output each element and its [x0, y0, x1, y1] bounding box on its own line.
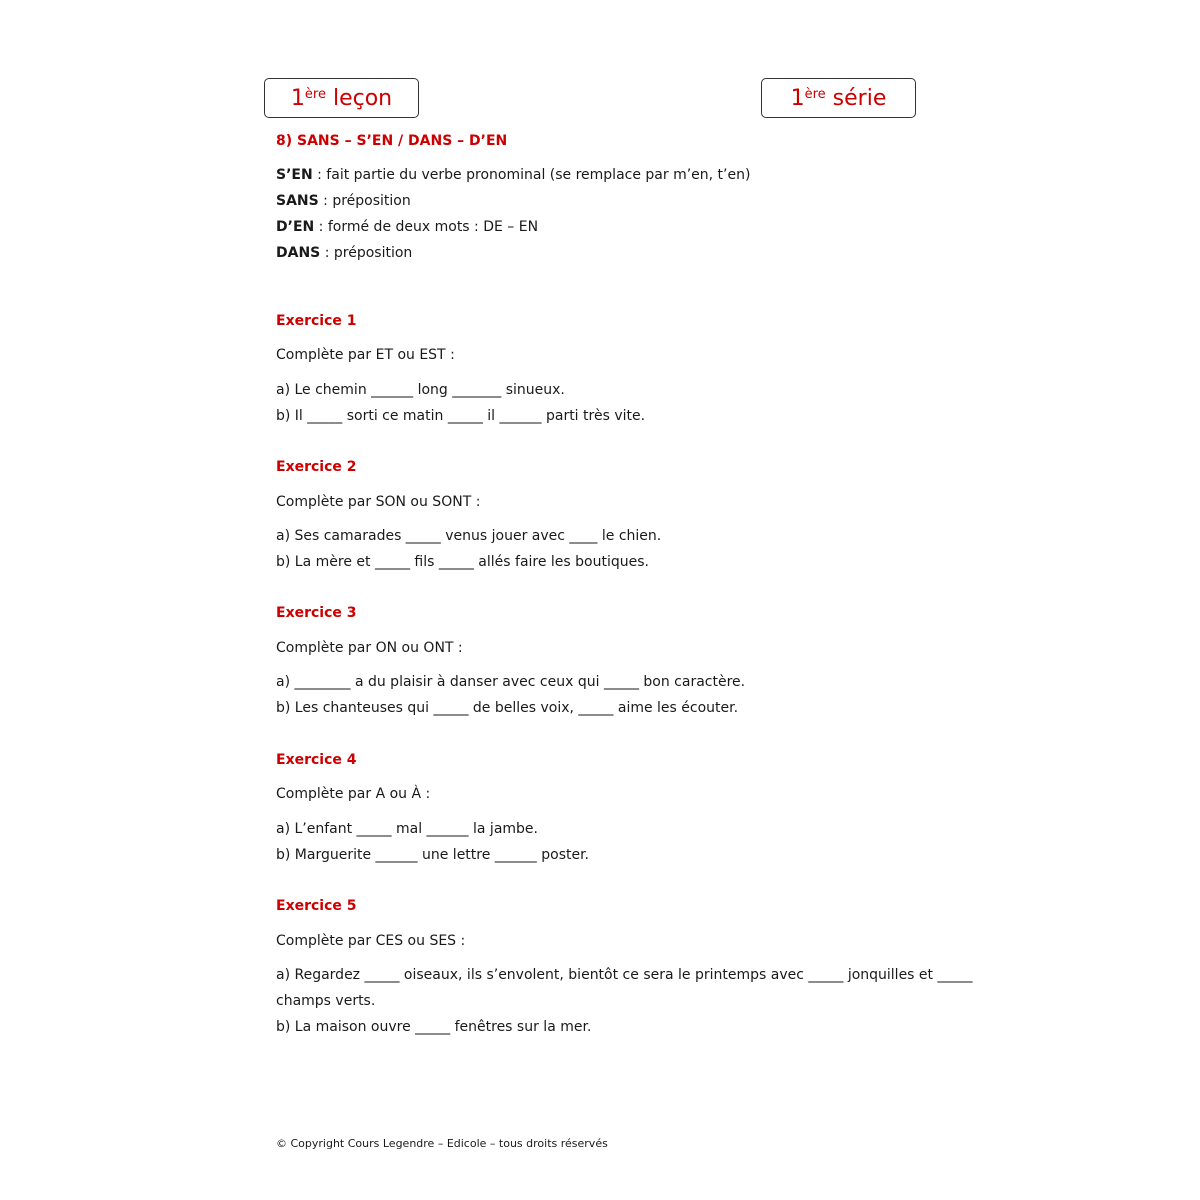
- exercise-title: Exercice 4: [276, 752, 357, 768]
- exercise-item: a) L’enfant _____ mal ______ la jambe.: [276, 821, 538, 837]
- definition-sans: [276, 192, 411, 210]
- lesson-ordinal-suffix: ère: [304, 86, 326, 102]
- definition-sen: [276, 166, 750, 184]
- exercise-item: a) Ses camarades _____ venus jouer avec ____ le chien.: [276, 528, 662, 544]
- definition-text: : préposition: [320, 245, 413, 261]
- exercise-item: a) Le chemin ______ long _______ sinueux.: [276, 382, 565, 398]
- exercise-instruction: Complète par ON ou ONT :: [276, 640, 463, 656]
- lesson-number: 1: [290, 85, 305, 111]
- exercise-title: Exercice 5: [276, 898, 357, 914]
- section-title: 8) SANS – S’EN / DANS – D’EN: [276, 133, 508, 149]
- exercise-item-continuation: champs verts.: [276, 993, 376, 1009]
- exercise-item: b) Il _____ sorti ce matin _____ il ______ parti très vite.: [276, 408, 646, 424]
- definition-term: S’EN: [276, 167, 313, 183]
- lesson-label-box: [264, 78, 419, 118]
- definition-den: [276, 218, 538, 236]
- definition-text: : fait partie du verbe pronominal (se remplace par m’en, t’en): [312, 167, 751, 183]
- lesson-word: leçon: [332, 85, 393, 111]
- definition-text: : formé de deux mots : DE – EN: [314, 219, 539, 235]
- exercise-title: Exercice 2: [276, 459, 357, 475]
- exercise-instruction: Complète par ET ou EST :: [276, 347, 455, 363]
- exercise-item: b) Les chanteuses qui _____ de belles voix, _____ aime les écouter.: [276, 700, 739, 716]
- definition-term: D’EN: [276, 219, 315, 235]
- definition-term: SANS: [276, 193, 319, 209]
- exercise-instruction: Complète par CES ou SES :: [276, 933, 466, 949]
- exercise-title: Exercice 1: [276, 313, 357, 329]
- exercise-item: b) La mère et _____ fils _____ allés faire les boutiques.: [276, 554, 649, 570]
- exercise-item: a) ________ a du plaisir à danser avec ceux qui _____ bon caractère.: [276, 674, 746, 690]
- exercise-title: Exercice 3: [276, 605, 357, 621]
- definition-dans: [276, 244, 412, 262]
- series-label-box: [761, 78, 916, 118]
- definition-text: : préposition: [318, 193, 411, 209]
- exercise-item: a) Regardez _____ oiseaux, ils s’envolent, bientôt ce sera le printemps avec _____ jonquilles et _____: [276, 967, 973, 983]
- copyright-footer: © Copyright Cours Legendre – Edicole – tous droits réservés: [276, 1137, 608, 1150]
- series-word: série: [832, 85, 887, 111]
- exercise-item: b) Marguerite ______ une lettre ______ poster.: [276, 847, 590, 863]
- exercise-instruction: Complète par SON ou SONT :: [276, 494, 481, 510]
- series-ordinal-suffix: ère: [804, 86, 826, 102]
- series-number: 1: [790, 85, 805, 111]
- exercise-instruction: Complète par A ou À :: [276, 786, 431, 802]
- definition-term: DANS: [276, 245, 321, 261]
- exercise-item: b) La maison ouvre _____ fenêtres sur la mer.: [276, 1019, 592, 1035]
